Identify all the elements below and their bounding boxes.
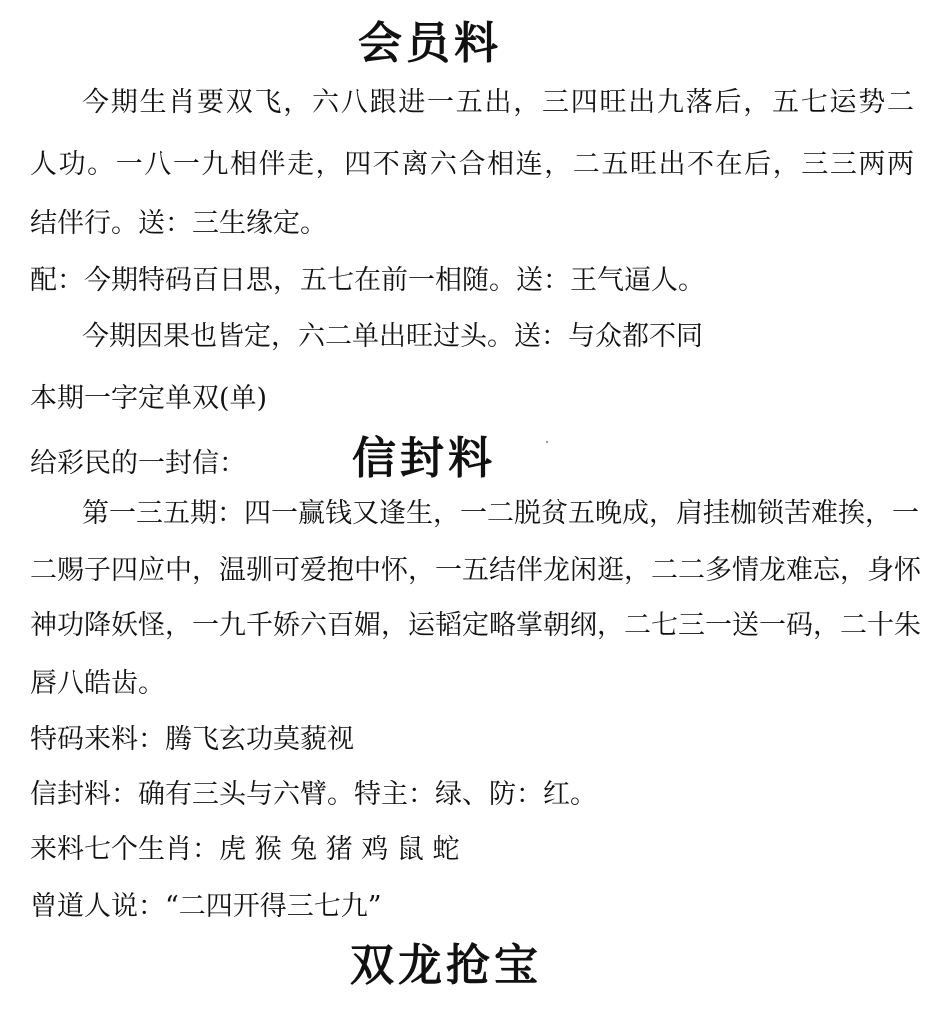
title-envelope: 信封料 [352, 433, 496, 484]
envelope-para1-line4: 唇八皓齿。 [30, 668, 165, 699]
seven-zodiacs-line: 来料七个生肖：虎 猴 兔 猪 鸡 鼠 蛇 [30, 834, 460, 865]
member-para3: 今期因果也皆定，六二单出旺过头。送：与众都不同 [82, 321, 703, 352]
title-member: 会员料 [358, 18, 502, 69]
member-para2: 配：今期特码百日思，五七在前一相随。送：王气逼人。 [30, 265, 705, 296]
envelope-material-line: 信封料：确有三头与六臂。特主：绿、防：红。 [30, 779, 597, 810]
member-para1-line2: 人功。一八一九相伴走，四不离六合相连，二五旺出不在后，三三两两 [30, 149, 914, 180]
member-para1-line3: 结伴行。送：三生缘定。 [30, 208, 327, 239]
envelope-para1-line1: 第一三五期：四一赢钱又逢生，一二脱贫五晚成，肩挂枷锁苦难挨，一 [82, 498, 919, 529]
speck [546, 441, 548, 443]
taoist-saying-line: 曾道人说：“二四开得三七九” [30, 891, 382, 922]
envelope-para1-line2: 二赐子四应中，温驯可爱抱中怀，一五结伴龙闲逛，二二多情龙难忘，身怀 [30, 555, 921, 586]
special-code-line: 特码来料：腾飞玄功莫藐视 [30, 724, 354, 755]
envelope-intro: 给彩民的一封信： [30, 448, 246, 479]
member-para1-line1: 今期生肖要双飞，六八跟进一五出，三四旺出九落后，五七运势二 [82, 87, 914, 118]
envelope-para1-line3: 神功降妖怪，一九千娇六百媚，运韬定略掌朝纲，二七三一送一码，二十朱 [30, 610, 921, 641]
title-dragon: 双龙抢宝 [350, 940, 542, 991]
member-para4: 本期一字定单双(单) [30, 383, 268, 414]
